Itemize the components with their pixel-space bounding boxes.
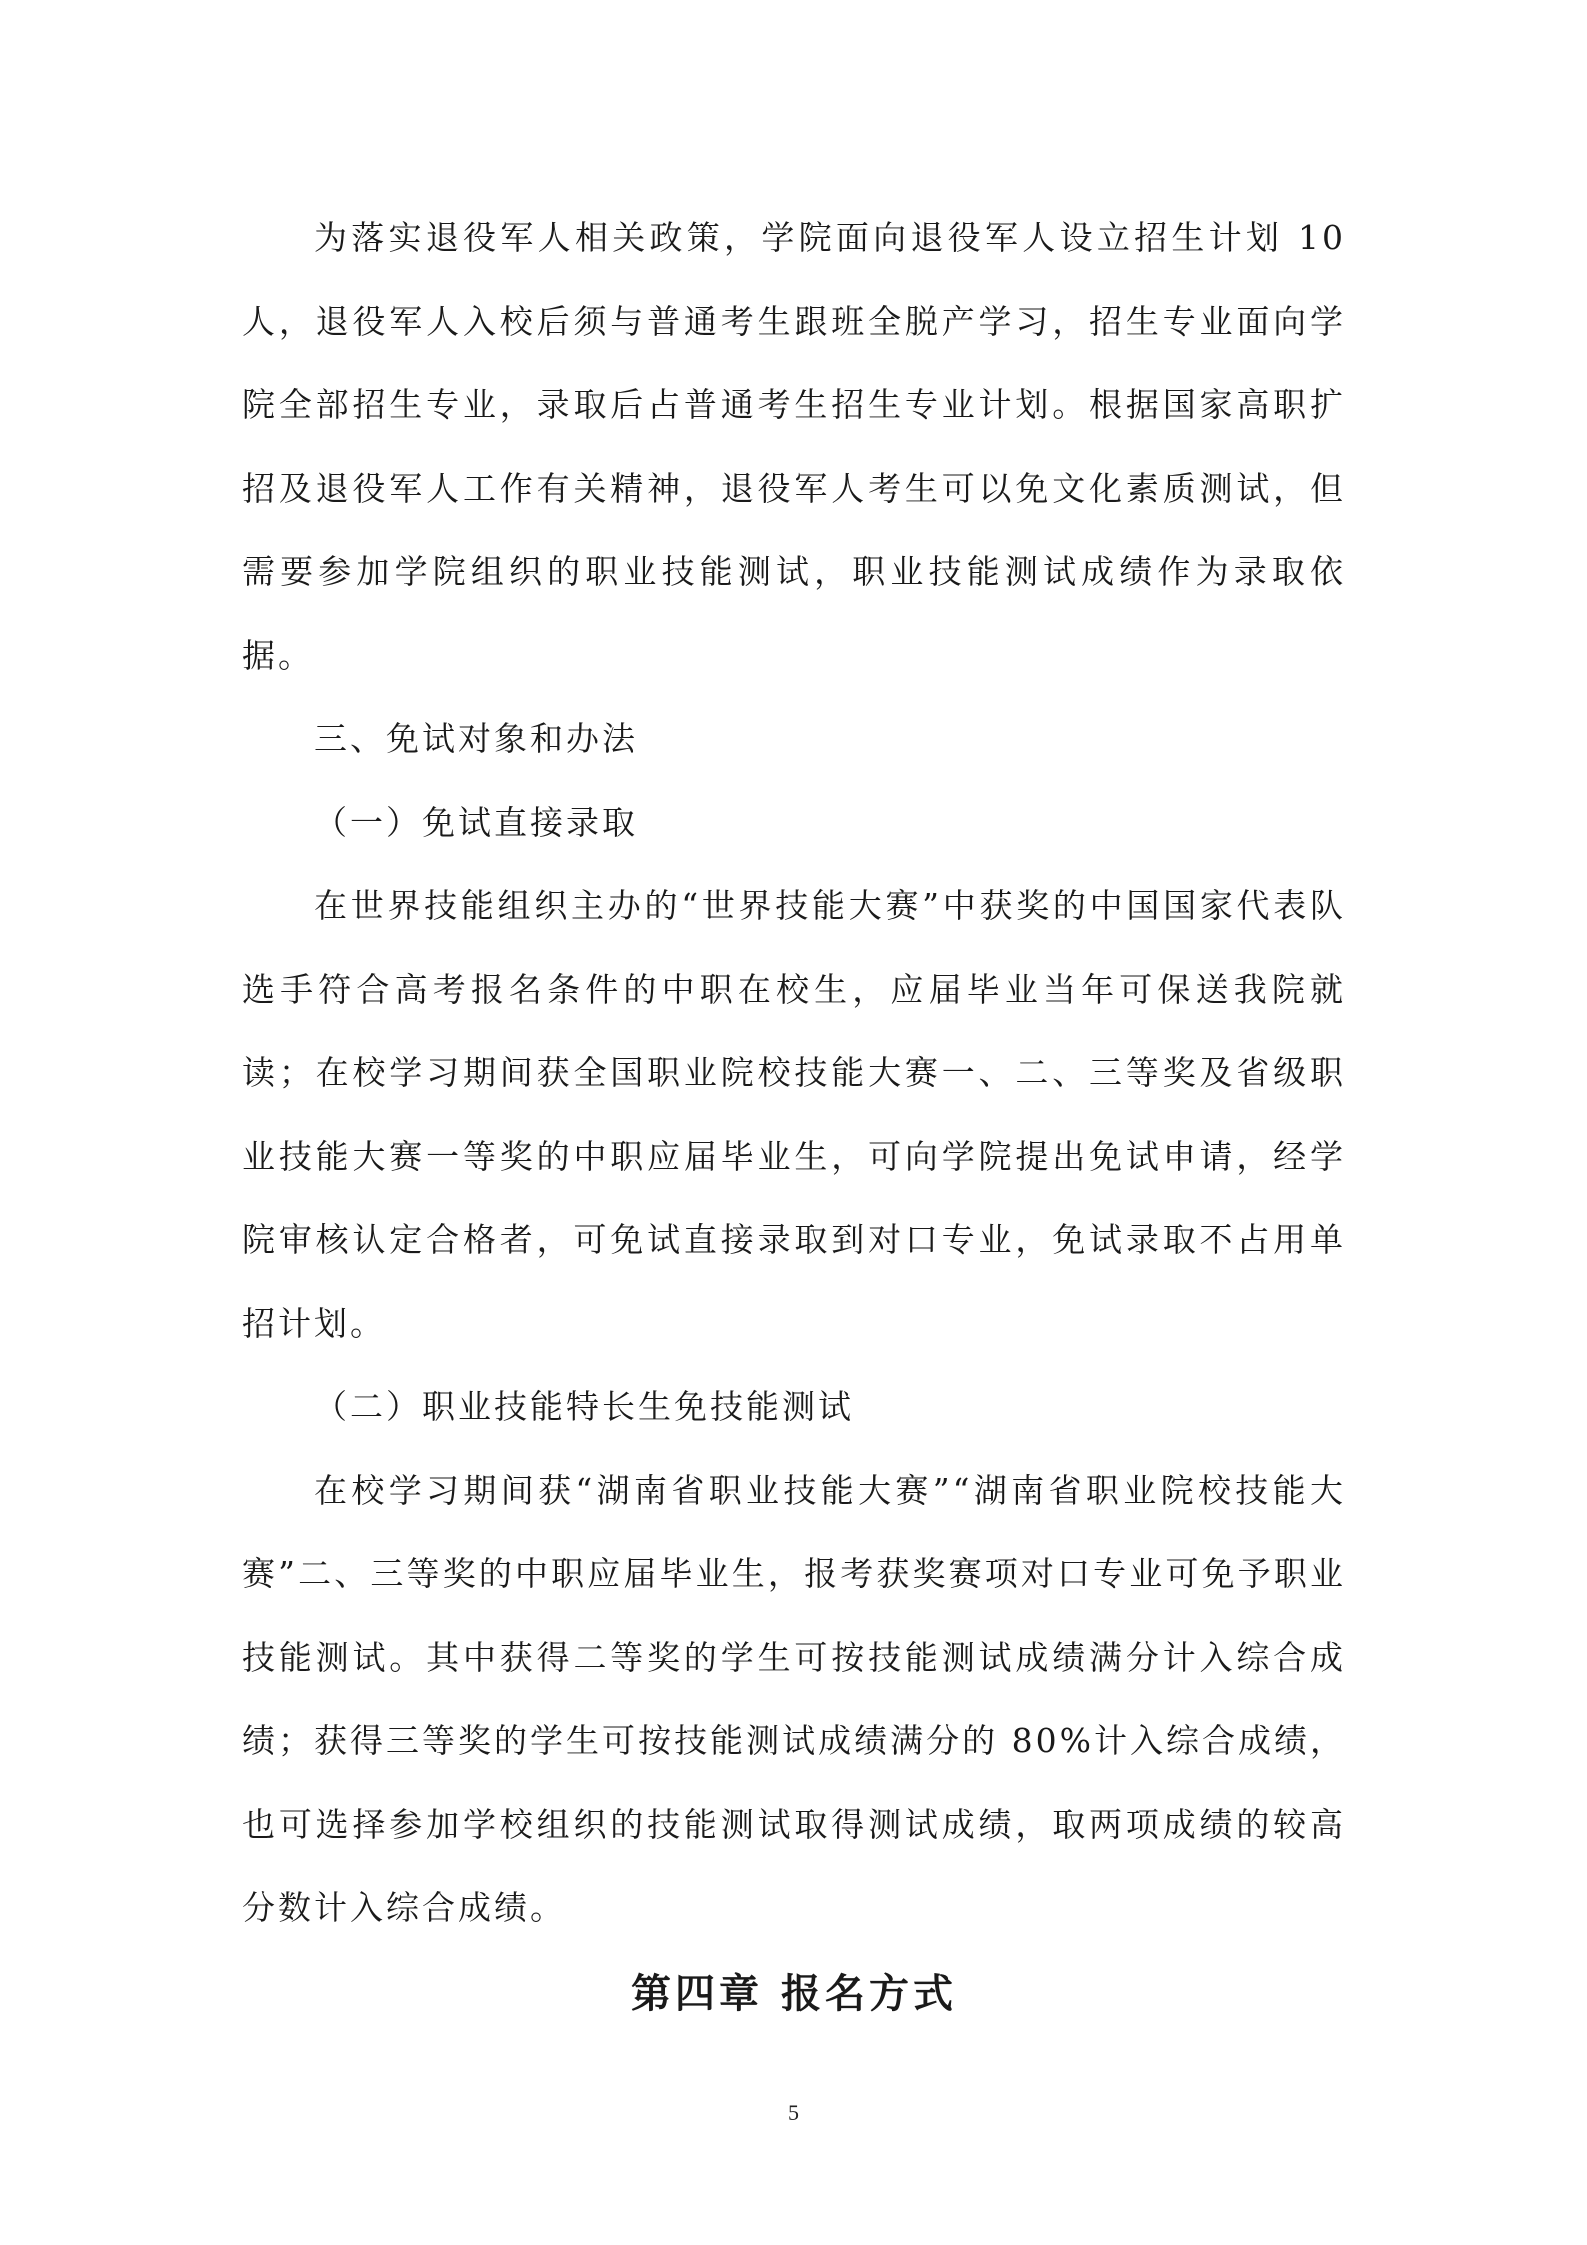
subsection-heading-skill-specialist: （二）职业技能特长生免技能测试	[314, 1387, 854, 1426]
paragraph-veteran-policy: 为落实退役军人相关政策，学院面向退役军人设立招生计划 10 人，退役军人入校后须与普通考生跟班全脱产学习，招生专业面向学院全部招生专业，录取后占普通考生招生专业计划。根据国家高职扩招及退役军人工作有关精神，退役军人考生可以免文化素质测试，但需要参加学院组织的职业技能测试，职业技能测试成绩作为录取依据。	[242, 218, 1346, 675]
page-number: 5	[788, 2100, 799, 2125]
page-body	[242, 196, 1346, 2038]
subsection-heading-direct-admission: （一）免试直接录取	[314, 802, 638, 842]
chapter-title: 第四章 报名方式	[631, 1970, 957, 2017]
paragraph-direct-admission: 在世界技能组织主办的“世界技能大赛”中获奖的中国国家代表队选手符合高考报名条件的中职在校生，应届毕业当年可保送我院就读；在校学习期间获全国职业院校技能大赛一、二、三等奖及省级职业技能大赛一等奖的中职应届毕业生，可向学院提出免试申请，经学院审核认定合格者，可免试直接录取到对口专业，免试录取不占用单招计划。	[242, 886, 1346, 1343]
section-heading-exemption: 三、免试对象和办法	[314, 719, 638, 758]
paragraph-skill-specialist: 在校学习期间获“湖南省职业技能大赛”“湖南省职业院校技能大赛”二、三等奖的中职应届毕业生，报考获奖赛项对口专业可免予职业技能测试。其中获得二等奖的学生可按技能测试成绩满分计入综合成绩；获得三等奖的学生可按技能测试成绩满分的 80%计入综合成绩，也可选择参加学校组织的技能测试取得测试成绩，取两项成绩的较高分数计入综合成绩。	[242, 1470, 1346, 1927]
